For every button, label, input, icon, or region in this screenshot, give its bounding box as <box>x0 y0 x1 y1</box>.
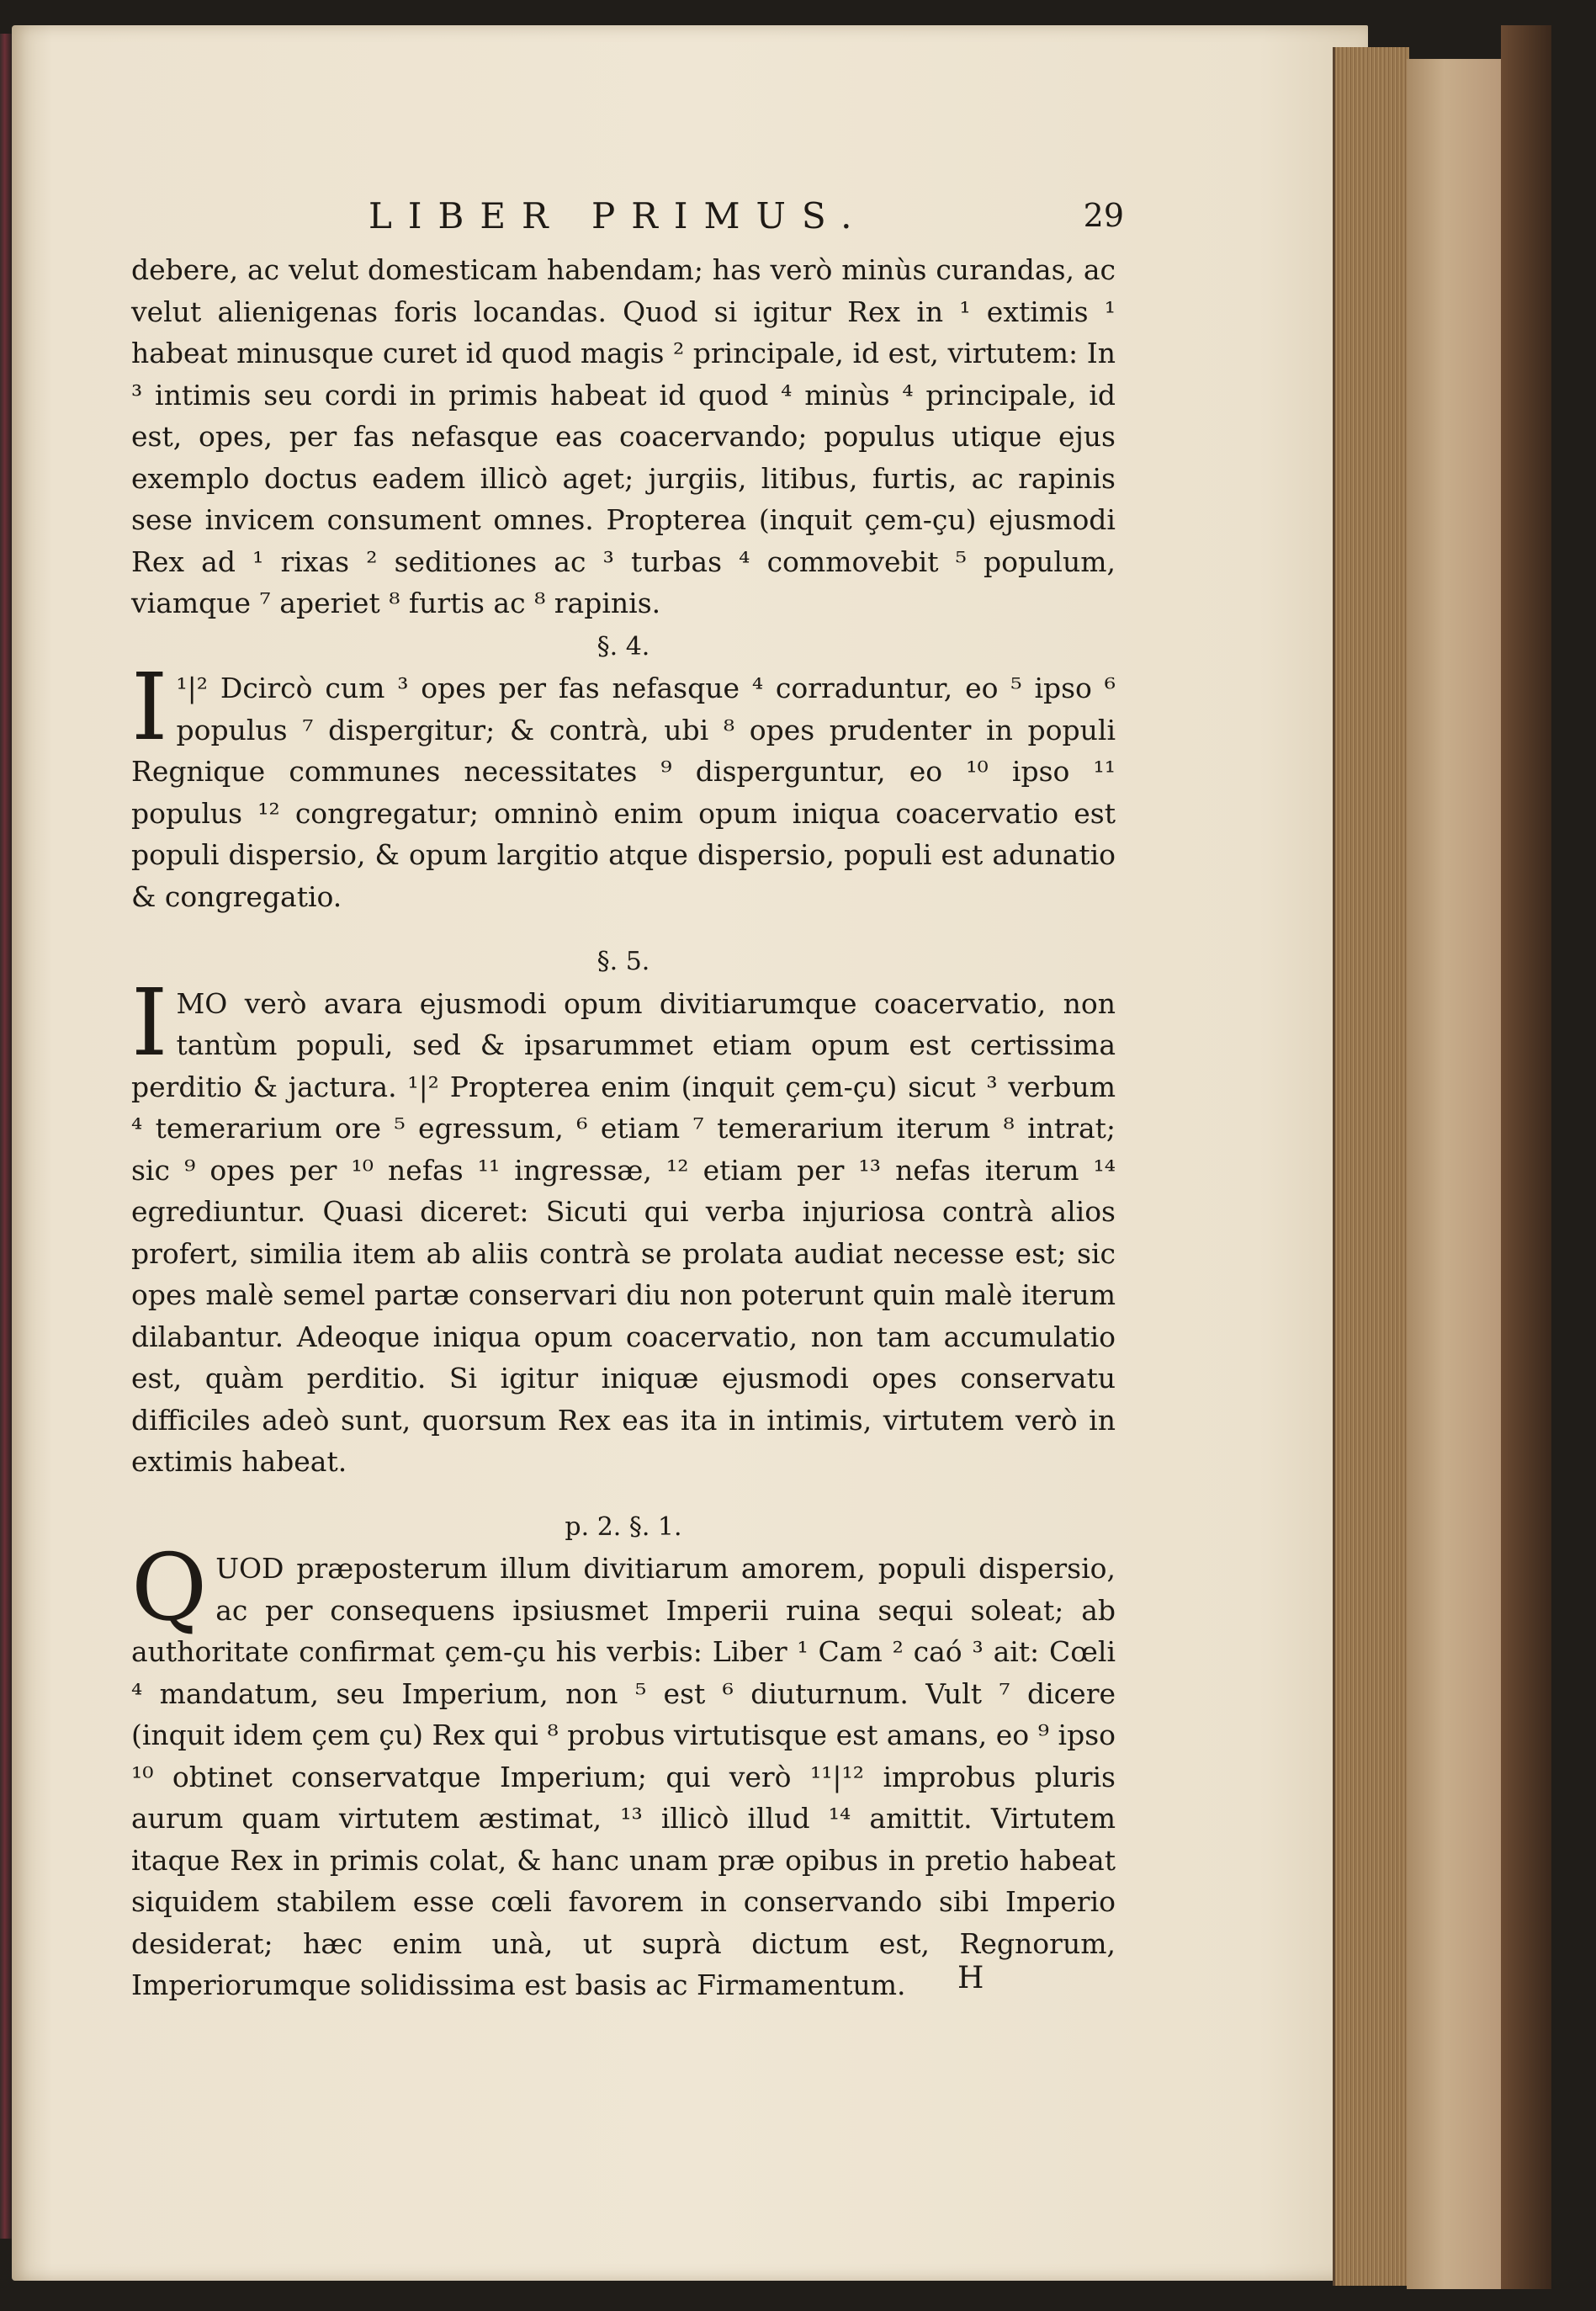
paragraph-section-4 <box>131 653 1116 917</box>
drop-cap: I <box>131 968 168 1076</box>
paragraph-section-5-text: MO verò avara ejusmodi opum divitiarumque coacervatio, non tantùm populi, sed & ipsarummet etiam opum est certissima perditio & jactura. ¹|² Propterea enim (inquit çem-çu) sicut ³ verbum ⁴ temerarium ore ⁵ egressum, ⁶ etiam ⁷ temerarium iterum ⁸ intrat; sic ⁹ opes per ¹⁰ nefas ¹¹ ingressæ, ¹² etiam per ¹³ nefas iterum ¹⁴ egrediuntur. Quasi diceret: Sicuti qui verba injuriosa contrà alios profert, similia item ab aliis contrà se prolata audiat necesse est; sic opes malè semel partæ conservari diu non poterunt quin malè iterum dilabantur. Adeoque iniqua opum coacervatio, non tam accumulatio est, quàm perditio. Si igitur iniquæ ejusmodi opes conservatu difficiles adeò sunt, quorsum Rex eas ita in intimis, virtutem verò in extimis habeat. <box>131 986 1116 1478</box>
section-mark-p2: p. 2. §. 1. <box>565 1511 682 1542</box>
page-header <box>131 195 1124 242</box>
page-block <box>1407 59 1501 2289</box>
paragraph-section-5 <box>131 968 1116 1483</box>
drop-cap: Q <box>131 1533 208 1641</box>
book-cover <box>1501 25 1551 2289</box>
paragraph-section-4-text: ¹|² Dcircò cum ³ opes per fas nefasque ⁴ corraduntur, eo ⁵ ipso ⁶ populus ⁷ dispergitur; & contrà, ubi ⁸ opes prudenter in populi Regnique communes necessitates ⁹ disperguntur, eo ¹⁰ ipso ¹¹ populus ¹² congregatur; omninò enim opum iniqua coacervatio est populi dispersio, & opum largitio atque dispersio, populi est adunatio & congregatio. <box>131 672 1116 913</box>
drop-cap: I <box>131 653 168 761</box>
catchword: H <box>957 1961 984 1995</box>
page-body <box>131 249 1116 2006</box>
paragraph-section-p2 <box>131 1533 1116 2006</box>
page-edges <box>1333 47 1409 2286</box>
page-number: 29 <box>1083 197 1124 234</box>
section-mark-4: §. 4. <box>597 631 650 661</box>
running-title: LIBER PRIMUS. <box>369 195 868 236</box>
book-binding <box>0 34 12 2239</box>
section-mark-5: §. 5. <box>597 947 650 976</box>
paragraph-1: debere, ac velut domesticam habendam; has verò minùs curandas, ac velut alienigenas foris locandas. Quod si igitur Rex in ¹ extimis ¹ habeat minusque curet id quod magis ² principale, id est, virtutem: In ³ intimis seu cordi in primis habeat id quod ⁴ minùs ⁴ principale, id est, opes, per fas nefasque eas coacervando; populus utique ejus exemplo doctus eadem illicò aget; jurgiis, litibus, furtis, ac rapinis sese invicem consument omnes. Propterea (inquit çem-çu) ejusmodi Rex ad ¹ rixas ² seditiones ac ³ turbas ⁴ commovebit ⁵ populum, viamque ⁷ aperiet ⁸ furtis ac ⁸ rapinis. <box>131 253 1116 619</box>
paragraph-section-p2-text: UOD præposterum illum divitiarum amorem, populi dispersio, ac per consequens ipsiusmet Imperii ruina sequi soleat; ab authoritate confirmat çem-çu his verbis: Liber ¹ Cam ² caó ³ ait: Cœli ⁴ mandatum, seu Imperium, non ⁵ est ⁶ diuturnum. Vult ⁷ dicere (inquit idem çem çu) Rex qui ⁸ probus virtutisque est amans, eo ⁹ ipso ¹⁰ obtinet conservatque Imperium; qui verò ¹¹|¹² improbus pluris aurum quam virtutem æstimat, ¹³ illicò illud ¹⁴ amittit. Virtutem itaque Rex in primis colat, & hanc unam præ opibus in pretio habeat siquidem stabilem esse cœli favorem in conservando sibi Imperio desiderat; hæc enim unà, ut suprà dictum est, Regnorum, Imperiorumque solidissima est basis ac Firmamentum. <box>131 1552 1116 2001</box>
